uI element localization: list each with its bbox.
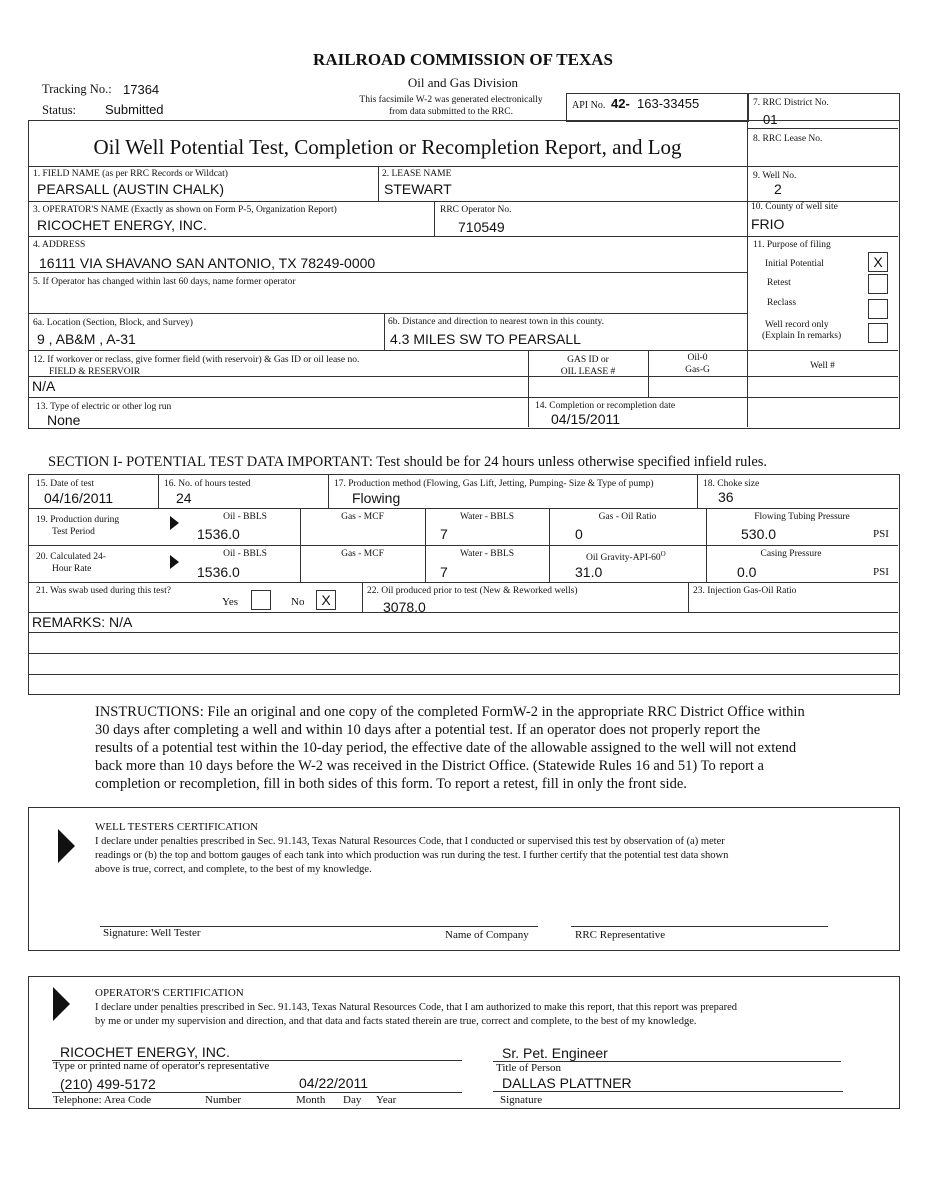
hours-label: 16. No. of hours tested	[164, 479, 251, 489]
swab-yes-checkbox[interactable]	[251, 590, 271, 610]
phone-area-code-label: Telephone: Area Code	[53, 1094, 152, 1106]
instructions-line-4: back more than 10 days before the W-2 was received in the District Office. (Statewide Rules 16 and 51) To report a	[95, 758, 764, 774]
well-testers-line-1: I declare under penalties prescribed in Sec. 91.143, Texas Natural Resources Code, that I conducted or supervised this test by observation of (a) meter	[95, 836, 725, 847]
casing-label: Casing Pressure	[760, 549, 822, 559]
agency-title: RAILROAD COMMISSION OF TEXAS	[313, 50, 613, 69]
district-label: 7. RRC District No.	[753, 98, 829, 108]
operator-no-label: RRC Operator No.	[440, 205, 512, 215]
instructions-line-1: INSTRUCTIONS: File an original and one copy of the completed FormW-2 in the appropriate RRC District Office within	[95, 704, 805, 720]
well-tester-signature-label: Signature: Well Tester	[103, 927, 201, 939]
method-label: 17. Production method (Flowing, Gas Lift, Jetting, Pumping- Size & Type of pump)	[334, 479, 654, 489]
field-reservoir: N/A	[32, 378, 56, 394]
gravity-degree: O	[660, 550, 666, 558]
test-date: 04/16/2011	[44, 490, 114, 506]
instructions-line-5: completion or recompletion, fill in both sides of this form. To report a retest, fill in only the front side.	[95, 776, 687, 792]
api-label: API No.	[572, 100, 606, 111]
calc-oil-label: Oil - BBLS	[223, 549, 267, 559]
calc-gas-label: Gas - MCF	[341, 549, 384, 559]
operator-cert-arrow-icon	[53, 987, 70, 1021]
choke-size: 36	[718, 489, 734, 505]
oil-prior-label: 22. Oil produced prior to test (New & Reworked wells)	[367, 586, 578, 596]
well-no-label: 9. Well No.	[753, 171, 797, 181]
operator-no: 710549	[458, 219, 505, 235]
completion-date-label: 14. Completion or recompletion date	[535, 401, 676, 411]
prod-oil: 1536.0	[197, 526, 240, 542]
status-label: Status:	[42, 103, 77, 117]
signature-label: Signature	[500, 1094, 543, 1106]
field-name-label: 1. FIELD NAME (as per RRC Records or Wildcat)	[33, 169, 228, 179]
district-no: 01	[763, 112, 778, 127]
operator-cert-title: OPERATOR'S CERTIFICATION	[95, 987, 244, 999]
oil-gas-label-2: Gas-G	[685, 365, 710, 375]
operator-cert-line-2: by me or under my supervision and direction, and that data and facts stated therein are true, correct and complete, to the best of my knowledge.	[95, 1016, 697, 1027]
rrc-rep-label: RRC Representative	[575, 929, 666, 941]
well-no: 2	[774, 181, 782, 197]
calc-gravity: 31.0	[575, 564, 603, 580]
purpose-label: 11. Purpose of filing	[753, 240, 831, 250]
former-operator-label: 5. If Operator has changed within last 60 days, name former operator	[33, 277, 296, 287]
hours-tested: 24	[176, 490, 192, 506]
operator-cert-line-1: I declare under penalties prescribed in Sec. 91.143, Texas Natural Resources Code, that I am authorized to make this report, that this report was prepared	[95, 1002, 737, 1013]
field-reservoir-label: FIELD & RESERVOIR	[49, 367, 141, 377]
prod-ftp: 530.0	[741, 526, 777, 542]
prod-gas-label: Gas - MCF	[341, 512, 384, 522]
location-label: 6a. Location (Section, Block, and Survey)	[33, 318, 193, 328]
form-title: Oil Well Potential Test, Completion or Recompletion Report, and Log	[93, 135, 682, 159]
prod-arrow-icon	[170, 516, 179, 530]
remarks: REMARKS: N/A	[32, 614, 133, 630]
day-label: Day	[343, 1094, 362, 1106]
company-name-label: Name of Company	[445, 929, 529, 941]
tracking-label: Tracking No.:	[42, 82, 112, 96]
purpose-record-checkbox[interactable]	[868, 323, 888, 343]
log-type: None	[47, 412, 81, 428]
status-value: Submitted	[105, 102, 164, 117]
gravity-label	[586, 549, 666, 564]
county-label: 10. County of well site	[751, 202, 838, 212]
api-prefix: 42-	[611, 96, 630, 111]
calc-label-1: 20. Calculated 24-	[36, 552, 106, 562]
operator-rep-name-label: Type or printed name of operator's representative	[53, 1060, 270, 1072]
swab-no-checkbox[interactable]: X	[316, 590, 336, 610]
ftp-label: Flowing Tubing Pressure	[754, 512, 850, 522]
prod-gor: 0	[575, 526, 583, 542]
purpose-reclass-checkbox[interactable]	[868, 299, 888, 319]
prod-label-1: 19. Production during	[36, 515, 120, 525]
casing-psi: PSI	[873, 566, 889, 578]
distance-label: 6b. Distance and direction to nearest town in this county.	[388, 317, 604, 327]
injection-gor-label: 23. Injection Gas-Oil Ratio	[693, 586, 797, 596]
well-hash-label: Well #	[810, 361, 835, 371]
title-of-person: Sr. Pet. Engineer	[502, 1045, 608, 1061]
prod-water: 7	[440, 526, 448, 542]
operator-label: 3. OPERATOR'S NAME (Exactly as shown on Form P-5, Organization Report)	[33, 205, 337, 215]
phone-number-label: Number	[205, 1094, 242, 1106]
lease-name-label: 2. LEASE NAME	[382, 169, 452, 179]
section1-title: SECTION I- POTENTIAL TEST DATA IMPORTANT: Test should be for 24 hours unless otherwise specified infield rules.	[48, 454, 768, 470]
lease-name: STEWART	[384, 181, 452, 197]
lease-no-label: 8. RRC Lease No.	[753, 134, 823, 144]
operator-date: 04/22/2011	[299, 1075, 369, 1091]
prod-water-label: Water - BBLS	[459, 512, 515, 522]
address: 16111 VIA SHAVANO SAN ANTONIO, TX 78249-0000	[39, 255, 376, 271]
year-label: Year	[376, 1094, 397, 1106]
operator-phone: (210) 499-5172	[60, 1076, 156, 1092]
county: FRIO	[751, 216, 785, 232]
test-date-label: 15. Date of test	[36, 479, 95, 489]
instructions-line-2: 30 days after completing a well and within 10 days after a potential test. If an operator does not properly report the	[95, 722, 761, 738]
month-label: Month	[296, 1094, 326, 1106]
log-type-label: 13. Type of electric or other log run	[36, 402, 172, 412]
purpose-initial-label: Initial Potential	[765, 259, 824, 269]
purpose-reclass-label: Reclass	[767, 298, 797, 308]
prod-oil-label: Oil - BBLS	[223, 512, 267, 522]
calc-arrow-icon	[170, 555, 179, 569]
address-label: 4. ADDRESS	[33, 240, 86, 250]
oil-prior: 3078.0	[383, 599, 426, 615]
operator-name: RICOCHET ENERGY, INC.	[37, 217, 207, 233]
gas-id-label-1: GAS ID or	[567, 355, 609, 365]
workover-label: 12. If workover or reclass, give former field (with reservoir) & Gas ID or oil lease no.	[33, 355, 360, 365]
ftp-psi: PSI	[873, 528, 889, 540]
well-testers-line-3: above is true, correct, and complete, to the best of my knowledge.	[95, 864, 372, 875]
gor-label: Gas - Oil Ratio	[598, 512, 657, 522]
well-testers-arrow-icon	[58, 829, 75, 863]
production-method: Flowing	[352, 490, 401, 506]
purpose-initial-checkbox[interactable]: X	[868, 252, 888, 272]
calc-label-2: Hour Rate	[52, 564, 92, 574]
instructions-line-3: results of a potential test within the 10-day period, the effective date of the allowable assigned to the well will not extend	[95, 740, 797, 756]
facsimile-note-1: This facsimile W-2 was generated electronically	[359, 95, 543, 105]
swab-label: 21. Was swab used during this test?	[36, 586, 171, 596]
operator-signature: DALLAS PLATTNER	[502, 1075, 632, 1091]
purpose-record-label-1: Well record only	[765, 320, 829, 330]
field-name: PEARSALL (AUSTIN CHALK)	[37, 181, 224, 197]
purpose-retest-label: Retest	[767, 278, 791, 288]
title-of-person-label: Title of Person	[496, 1062, 561, 1074]
swab-no-label: No	[291, 596, 305, 608]
api-number: 163-33455	[637, 96, 700, 111]
tracking-no: 17364	[123, 82, 160, 97]
calc-oil: 1536.0	[197, 564, 240, 580]
calc-water-label: Water - BBLS	[459, 549, 515, 559]
gas-id-label-2: OIL LEASE #	[560, 367, 616, 377]
calc-casing: 0.0	[737, 564, 757, 580]
completion-date: 04/15/2011	[551, 411, 621, 427]
oil-gas-label-1: Oil-0	[687, 353, 708, 363]
distance: 4.3 MILES SW TO PEARSALL	[390, 331, 581, 347]
division-title: Oil and Gas Division	[407, 75, 519, 90]
calc-water: 7	[440, 564, 448, 580]
purpose-record-label-2: (Explain In remarks)	[762, 331, 842, 341]
location: 9 , AB&M , A-31	[37, 331, 136, 347]
prod-label-2: Test Period	[52, 527, 95, 537]
gravity-label-text: Oil Gravity-API-60	[586, 553, 661, 564]
well-testers-line-2: readings or (b) the top and bottom gauges of each tank into which production was run during the test. I further certify that the potential test data shown	[95, 850, 729, 861]
choke-label: 18. Choke size	[703, 479, 760, 489]
purpose-retest-checkbox[interactable]	[868, 274, 888, 294]
facsimile-note-2: from data submitted to the RRC.	[388, 107, 513, 117]
well-testers-title: WELL TESTERS CERTIFICATION	[95, 821, 259, 833]
swab-yes-label: Yes	[222, 596, 239, 608]
operator-rep-name: RICOCHET ENERGY, INC.	[60, 1044, 230, 1060]
